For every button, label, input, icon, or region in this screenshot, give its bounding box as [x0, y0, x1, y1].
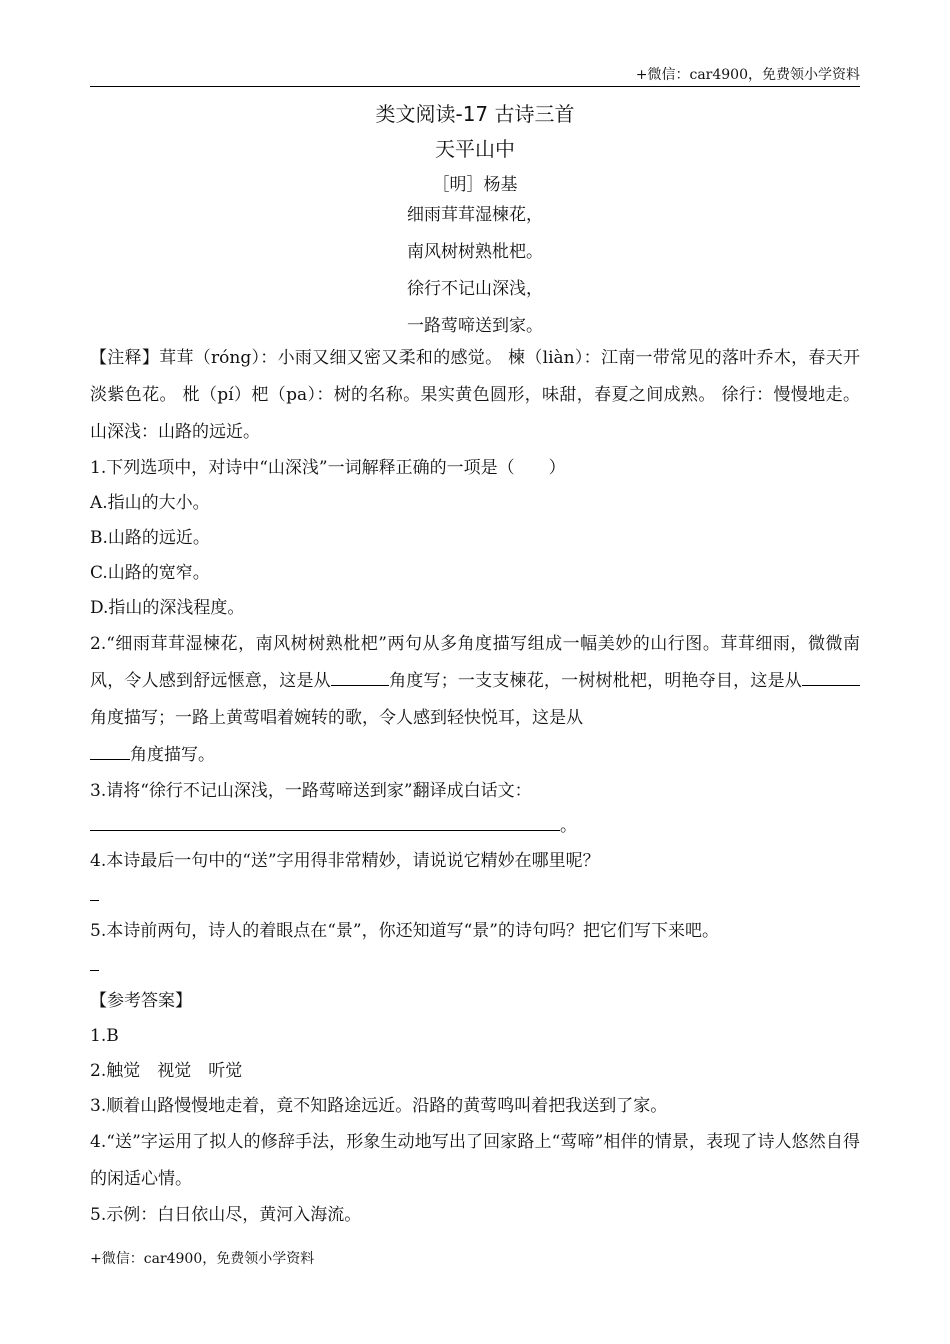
question-2-part: 2.“细雨茸茸湿楝花，南风树树熟枇杷”两句从多角度描写组成一幅美妙的山行图。茸茸细雨，微微南风，令人感到舒远惬意，这是从 [90, 634, 860, 691]
poem-line: 南风树树熟枇杷。 [407, 242, 543, 262]
question-5-stem: 5.本诗前两句，诗人的着眼点在“景”，你还知道写“景”的诗句吗？把它们写下来吧。 [90, 921, 719, 941]
question-4-answer-line [90, 879, 860, 914]
content [90, 340, 860, 1233]
poem-line: 徐行不记山深浅， [407, 279, 543, 299]
question-1-option-d: D.指山的深浅程度。 [90, 598, 245, 618]
footer-note: +微信：car4900，免费领小学资料 [90, 1251, 315, 1267]
question-3-end: 。 [560, 816, 577, 836]
question-2-part: 角度写；一支支楝花，一树树枇杷，明艳夺目，这是从 [388, 671, 803, 691]
question-2-part: 角度描写。 [130, 745, 215, 765]
answer-4: 4.“送”字运用了拟人的修辞手法，形象生动地写出了回家路上“莺啼”相伴的情景，表现了诗人悠然自得的闲适心情。 [90, 1132, 860, 1189]
header-rule [90, 86, 860, 87]
question-2-part: 角度描写；一路上黄莺唱着婉转的歌，令人感到轻快悦耳，这是从 [90, 708, 583, 728]
answer-blank[interactable] [331, 667, 389, 686]
question-1-option-b: B.山路的远近。 [90, 528, 210, 548]
question-5-answer-line [90, 949, 860, 984]
poem-title: 天平山中 [435, 137, 515, 161]
poem-line: 细雨茸茸湿楝花， [407, 205, 543, 225]
question-1-stem: 1.下列选项中，对诗中“山深浅”一词解释正确的一项是（ ） [90, 458, 566, 478]
poem-author: ［明］杨基 [432, 175, 518, 195]
question-1-option-c: C.山路的宽窄。 [90, 563, 210, 583]
annotation-label: 【注释】 [90, 348, 160, 368]
annotation-text: 茸茸（róng）：小雨又细又密又柔和的感觉。 楝（liàn）：江南一带常见的落叶乔木，春天开淡紫色花。 枇（pí）杷（pa）：树的名称。果实黄色圆形，味甜，春夏之间成熟。 徐行：慢慢地走。 山深浅：山路的远近。 [90, 348, 861, 442]
answer-blank[interactable] [802, 667, 860, 686]
answer-blank[interactable] [90, 950, 99, 971]
answer-3: 3.顺着山路慢慢地走着，竟不知路途远近。沿路的黄莺鸣叫着把我送到了家。 [90, 1096, 668, 1116]
annotation [90, 340, 860, 451]
answer-5: 5.示例：白日依山尽，黄河入海流。 [90, 1205, 362, 1225]
document-title: 类文阅读-17 古诗三首 [375, 102, 575, 126]
poem-line: 一路莺啼送到家。 [407, 316, 543, 336]
answer-blank[interactable] [90, 880, 99, 901]
header-note: +微信：car4900，免费领小学资料 [635, 67, 860, 83]
answer-blank[interactable] [90, 741, 130, 760]
answer-blank[interactable] [90, 810, 560, 831]
question-3-answer-line [90, 809, 860, 844]
answers-heading: 【参考答案】 [90, 991, 192, 1011]
question-2 [90, 626, 860, 774]
poem-body [0, 202, 950, 350]
answer-2: 2.触觉 视觉 听觉 [90, 1061, 243, 1081]
answer-1: 1.B [90, 1026, 119, 1046]
question-3-stem: 3.请将“徐行不记山深浅，一路莺啼送到家”翻译成白话文： [90, 781, 532, 801]
question-4-stem: 4.本诗最后一句中的“送”字用得非常精妙，请说说它精妙在哪里呢？ [90, 851, 600, 871]
question-1-option-a: A.指山的大小。 [90, 493, 210, 513]
